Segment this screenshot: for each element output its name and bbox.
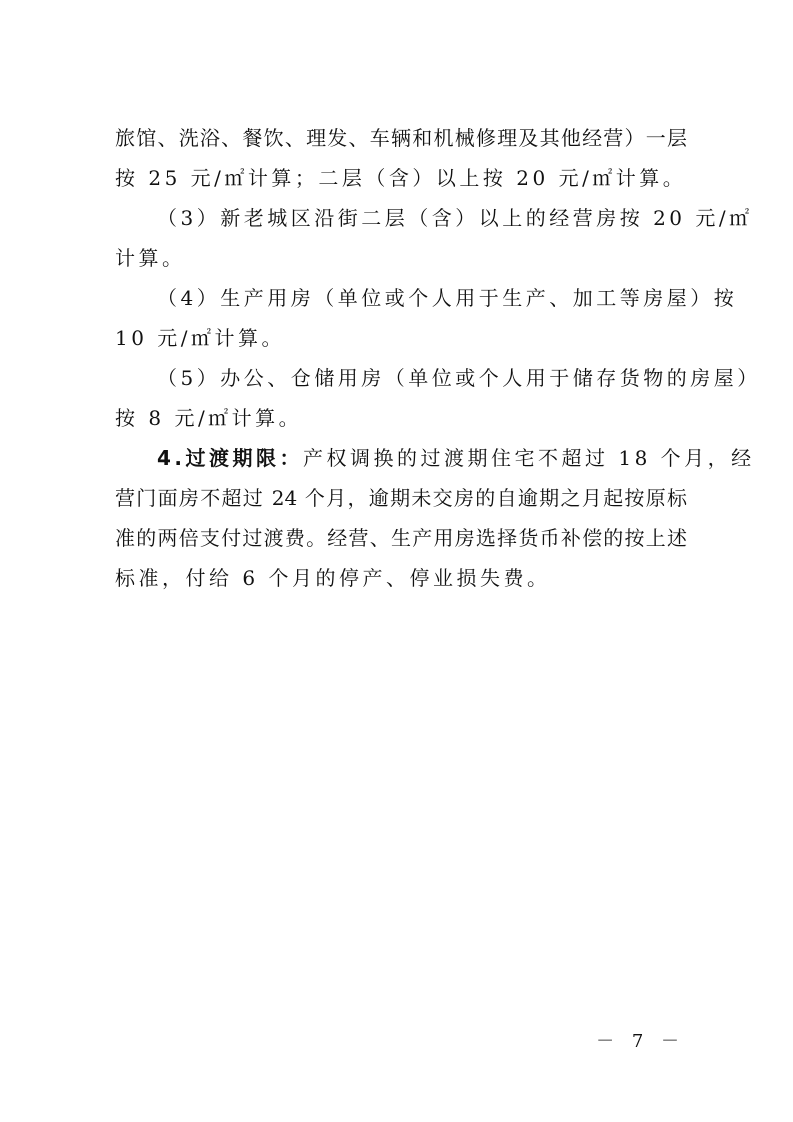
paragraph-line-with-heading [115, 438, 755, 478]
paragraph-text: 产权调换的过渡期住宅不超过 18 个月，经 [303, 446, 755, 470]
page-number: － 7 － [596, 1031, 685, 1052]
paragraph-line: 按 25 元/㎡计算；二层（含）以上按 20 元/㎡计算。 [115, 166, 687, 190]
paragraph-line: 营门面房不超过 24 个月，逾期未交房的自逾期之月起按原标 [115, 486, 687, 510]
paragraph-line: 按 8 元/㎡计算。 [115, 406, 303, 430]
paragraph-line: 准的两倍支付过渡费。经营、生产用房选择货币补偿的按上述 [115, 526, 687, 550]
paragraph-line: （3）新老城区沿街二层（含）以上的经营房按 20 元/㎡ [157, 206, 753, 230]
paragraph-line: （4）生产用房（单位或个人用于生产、加工等房屋）按 [157, 286, 738, 310]
paragraph-line: 标准，付给 6 个月的停产、停业损失费。 [115, 566, 551, 590]
paragraph-line: （5）办公、仓储用房（单位或个人用于储存货物的房屋） [157, 366, 761, 390]
paragraph-line: 计算。 [115, 246, 186, 270]
paragraph-line: 旅馆、洗浴、餐饮、理发、车辆和机械修理及其他经营）一层 [115, 126, 687, 150]
document-body [115, 118, 761, 598]
paragraph-line: 10 元/㎡计算。 [115, 326, 286, 350]
section-heading: 4.过渡期限： [157, 446, 304, 470]
